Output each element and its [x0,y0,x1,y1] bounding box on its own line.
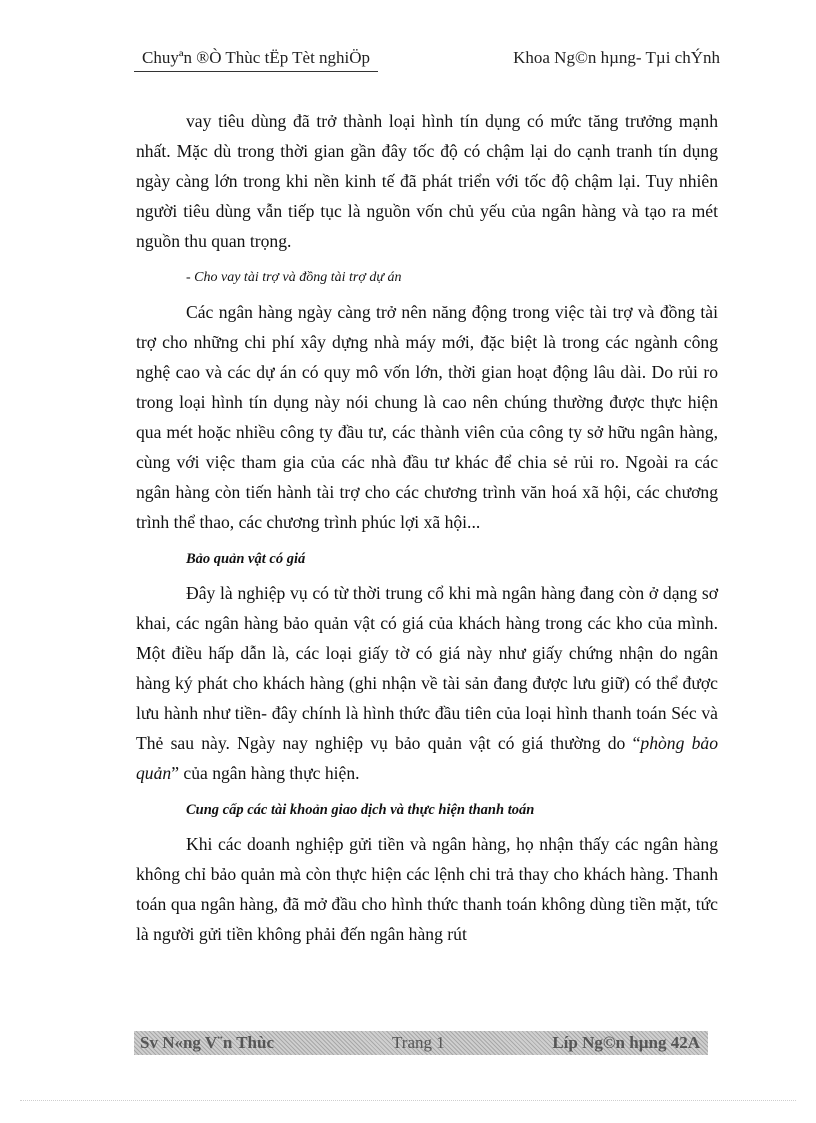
header-title-right: Khoa Ng©n hµng- Tµi chÝnh [513,48,720,67]
page-bottom-divider [20,1100,796,1101]
paragraph-3-emphasis: phòng bảo quản [136,733,718,783]
footer-class: Líp Ng©n hµng 42A [552,1033,700,1052]
paragraph-3-text-b: ” của ngân hàng thực hiện. [171,763,360,783]
footer-author: Sv N«ng V¨n Thùc [140,1033,275,1052]
document-body [136,106,718,960]
paragraph-2: Các ngân hàng ngày càng trở nên năng động trong việc tài trợ và đồng tài trợ cho những chi phí xây dựng nhà máy mới, đặc biệt là trong các ngành công nghệ cao và các dự án có quy mô vốn lớn, thời gian hoạt động lâu dài. Do rủi ro trong loại hình tín dụng này nói chung là cao nên chúng thường được thực hiện qua mét hoặc nhiều công ty đầu tư, các thành viên của công ty sở hữu ngân hàng, cùng với việc tham gia của các nhà đầu tư khác để chia sẻ rủi ro. Ngoài ra các ngân hàng còn tiến hành tài trợ cho các chương trình văn hoá xã hội, các chương trình thể thao, các chương trình phúc lợi xã hội... [136,302,718,532]
header-title-left: Chuyªn ®Ò Thùc tËp Tèt nghiÖp [134,48,378,72]
heading-valuables-storage: Bảo quản vật có giá [186,551,306,567]
paragraph-4: Khi các doanh nghiệp gửi tiền và ngân hàng, họ nhận thấy các ngân hàng không chỉ bảo quản mà còn thực hiện các lệnh chi trả thay cho khách hàng. Thanh toán qua ngân hàng, đã mở đầu cho hình thức thanh toán không dùng tiền mặt, tức là người gửi tiền không phải đến ngân hàng rút [136,834,718,944]
subheading-project-finance: - Cho vay tài trợ và đồng tài trợ dự án [186,270,402,285]
footer-page-number: Trang 1 [392,1033,445,1052]
page-header [134,48,720,72]
page-footer [134,1031,708,1055]
heading-transaction-accounts: Cung cấp các tài khoản giao dịch và thực hiện thanh toán [186,802,535,818]
paragraph-3-text-a: Đây là nghiệp vụ có từ thời trung cổ khi mà ngân hàng đang còn ở dạng sơ khai, các ngân hàng bảo quản vật có giá của khách hàng trong các kho của mình. Một điều hấp dẫn là, các loại giấy tờ có giá này như giấy chứng nhận do ngân hàng ký phát cho khách hàng (ghi nhận về tài sản đang được lưu giữ) có thể được lưu hành như tiền- đây chính là hình thức đầu tiên của loại hình thanh toán Séc và Thẻ sau này. Ngày nay nghiệp vụ bảo quản vật có giá thường do “ [136,583,718,753]
paragraph-3 [136,578,718,788]
paragraph-1: vay tiêu dùng đã trở thành loại hình tín dụng có mức tăng trưởng mạnh nhất. Mặc dù trong thời gian gần đây tốc độ có chậm lại do cạnh tranh tín dụng ngày càng lớn trong khi nền kinh tế đã phát triển với tốc độ chậm lại. Tuy nhiên người tiêu dùng vẫn tiếp tục là nguồn vốn chủ yếu của ngân hàng và tạo ra mét nguồn thu quan trọng. [136,111,718,251]
